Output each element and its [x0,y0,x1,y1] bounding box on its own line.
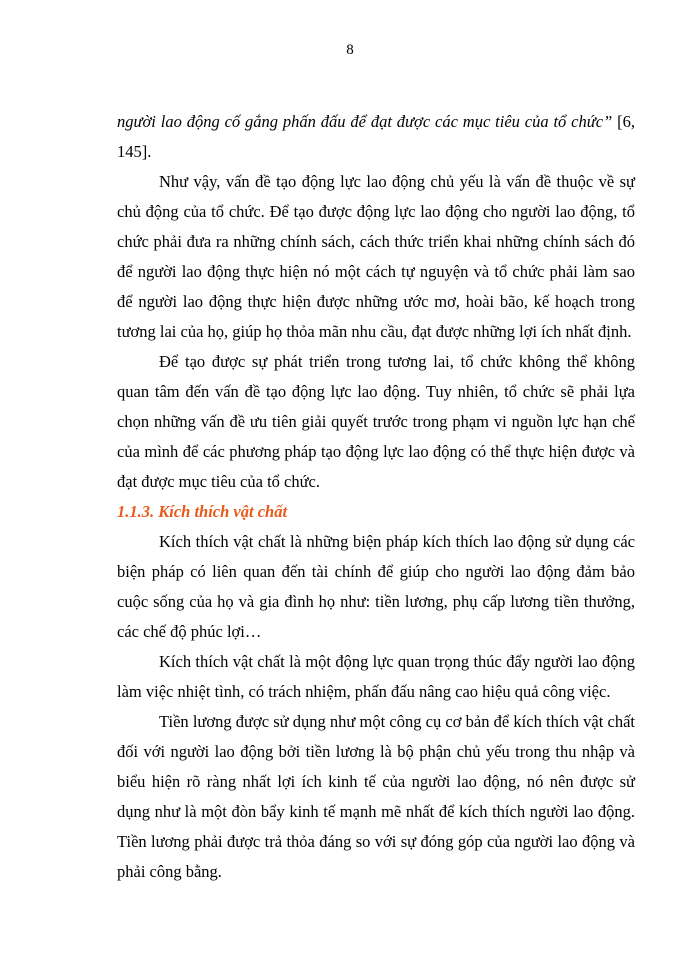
document-body [117,107,635,887]
paragraph: Để tạo được sự phát triển trong tương lai, tổ chức không thể không quan tâm đến vấn đề tạo động lực lao động. Tuy nhiên, tổ chức sẽ phải lựa chọn những vấn đề ưu tiên giải quyết trước trong phạm vi nguồn lực hạn chế của mình để các phương pháp tạo động lực lao động có thể thực hiện được và đạt được mục tiêu của tổ chức. [117,352,635,491]
paragraph: Tiền lương được sử dụng như một công cụ cơ bản để kích thích vật chất đối với người lao động bởi tiền lương là bộ phận chủ yếu trong thu nhập và biểu hiện rõ ràng nhất lợi ích kinh tế của người lao động, nó nên được sử dụng như là một đòn bẩy kinh tế mạnh mẽ nhất để kích thích người lao động. Tiền lương phải được trả thỏa đáng so với sự đóng góp của người lao động và phải công bằng. [117,712,635,881]
citation: [6, 145]. [117,112,635,161]
paragraph-quote-end [117,107,635,167]
paragraph: Như vậy, vấn đề tạo động lực lao động chủ yếu là vấn đề thuộc về sự chủ động của tổ chức. Để tạo được động lực lao động cho người lao động, tổ chức phải đưa ra những chính sách, cách thức triển khai những chính sách đó để người lao động thực hiện nó một cách tự nguyện và tổ chức phải làm sao để người lao động thực hiện được những ước mơ, hoài bão, kế hoạch trong tương lai của họ, giúp họ thỏa mãn nhu cầu, đạt được những lợi ích nhất định. [117,172,635,341]
paragraph: Kích thích vật chất là những biện pháp kích thích lao động sử dụng các biện pháp có liên quan đến tài chính để giúp cho người lao động đảm bảo cuộc sống của họ và gia đình họ như: tiền lương, phụ cấp lương tiền thưởng, các chế độ phúc lợi… [117,532,635,641]
section-heading: 1.1.3. Kích thích vật chất [117,502,288,521]
quote-text: người lao động cố gắng phấn đấu để đạt được các mục tiêu của tổ chức” [117,112,613,131]
page-number: 8 [346,42,354,58]
paragraph: Kích thích vật chất là một động lực quan trọng thúc đẩy người lao động làm việc nhiệt tình, có trách nhiệm, phấn đấu nâng cao hiệu quả công việc. [117,652,635,701]
